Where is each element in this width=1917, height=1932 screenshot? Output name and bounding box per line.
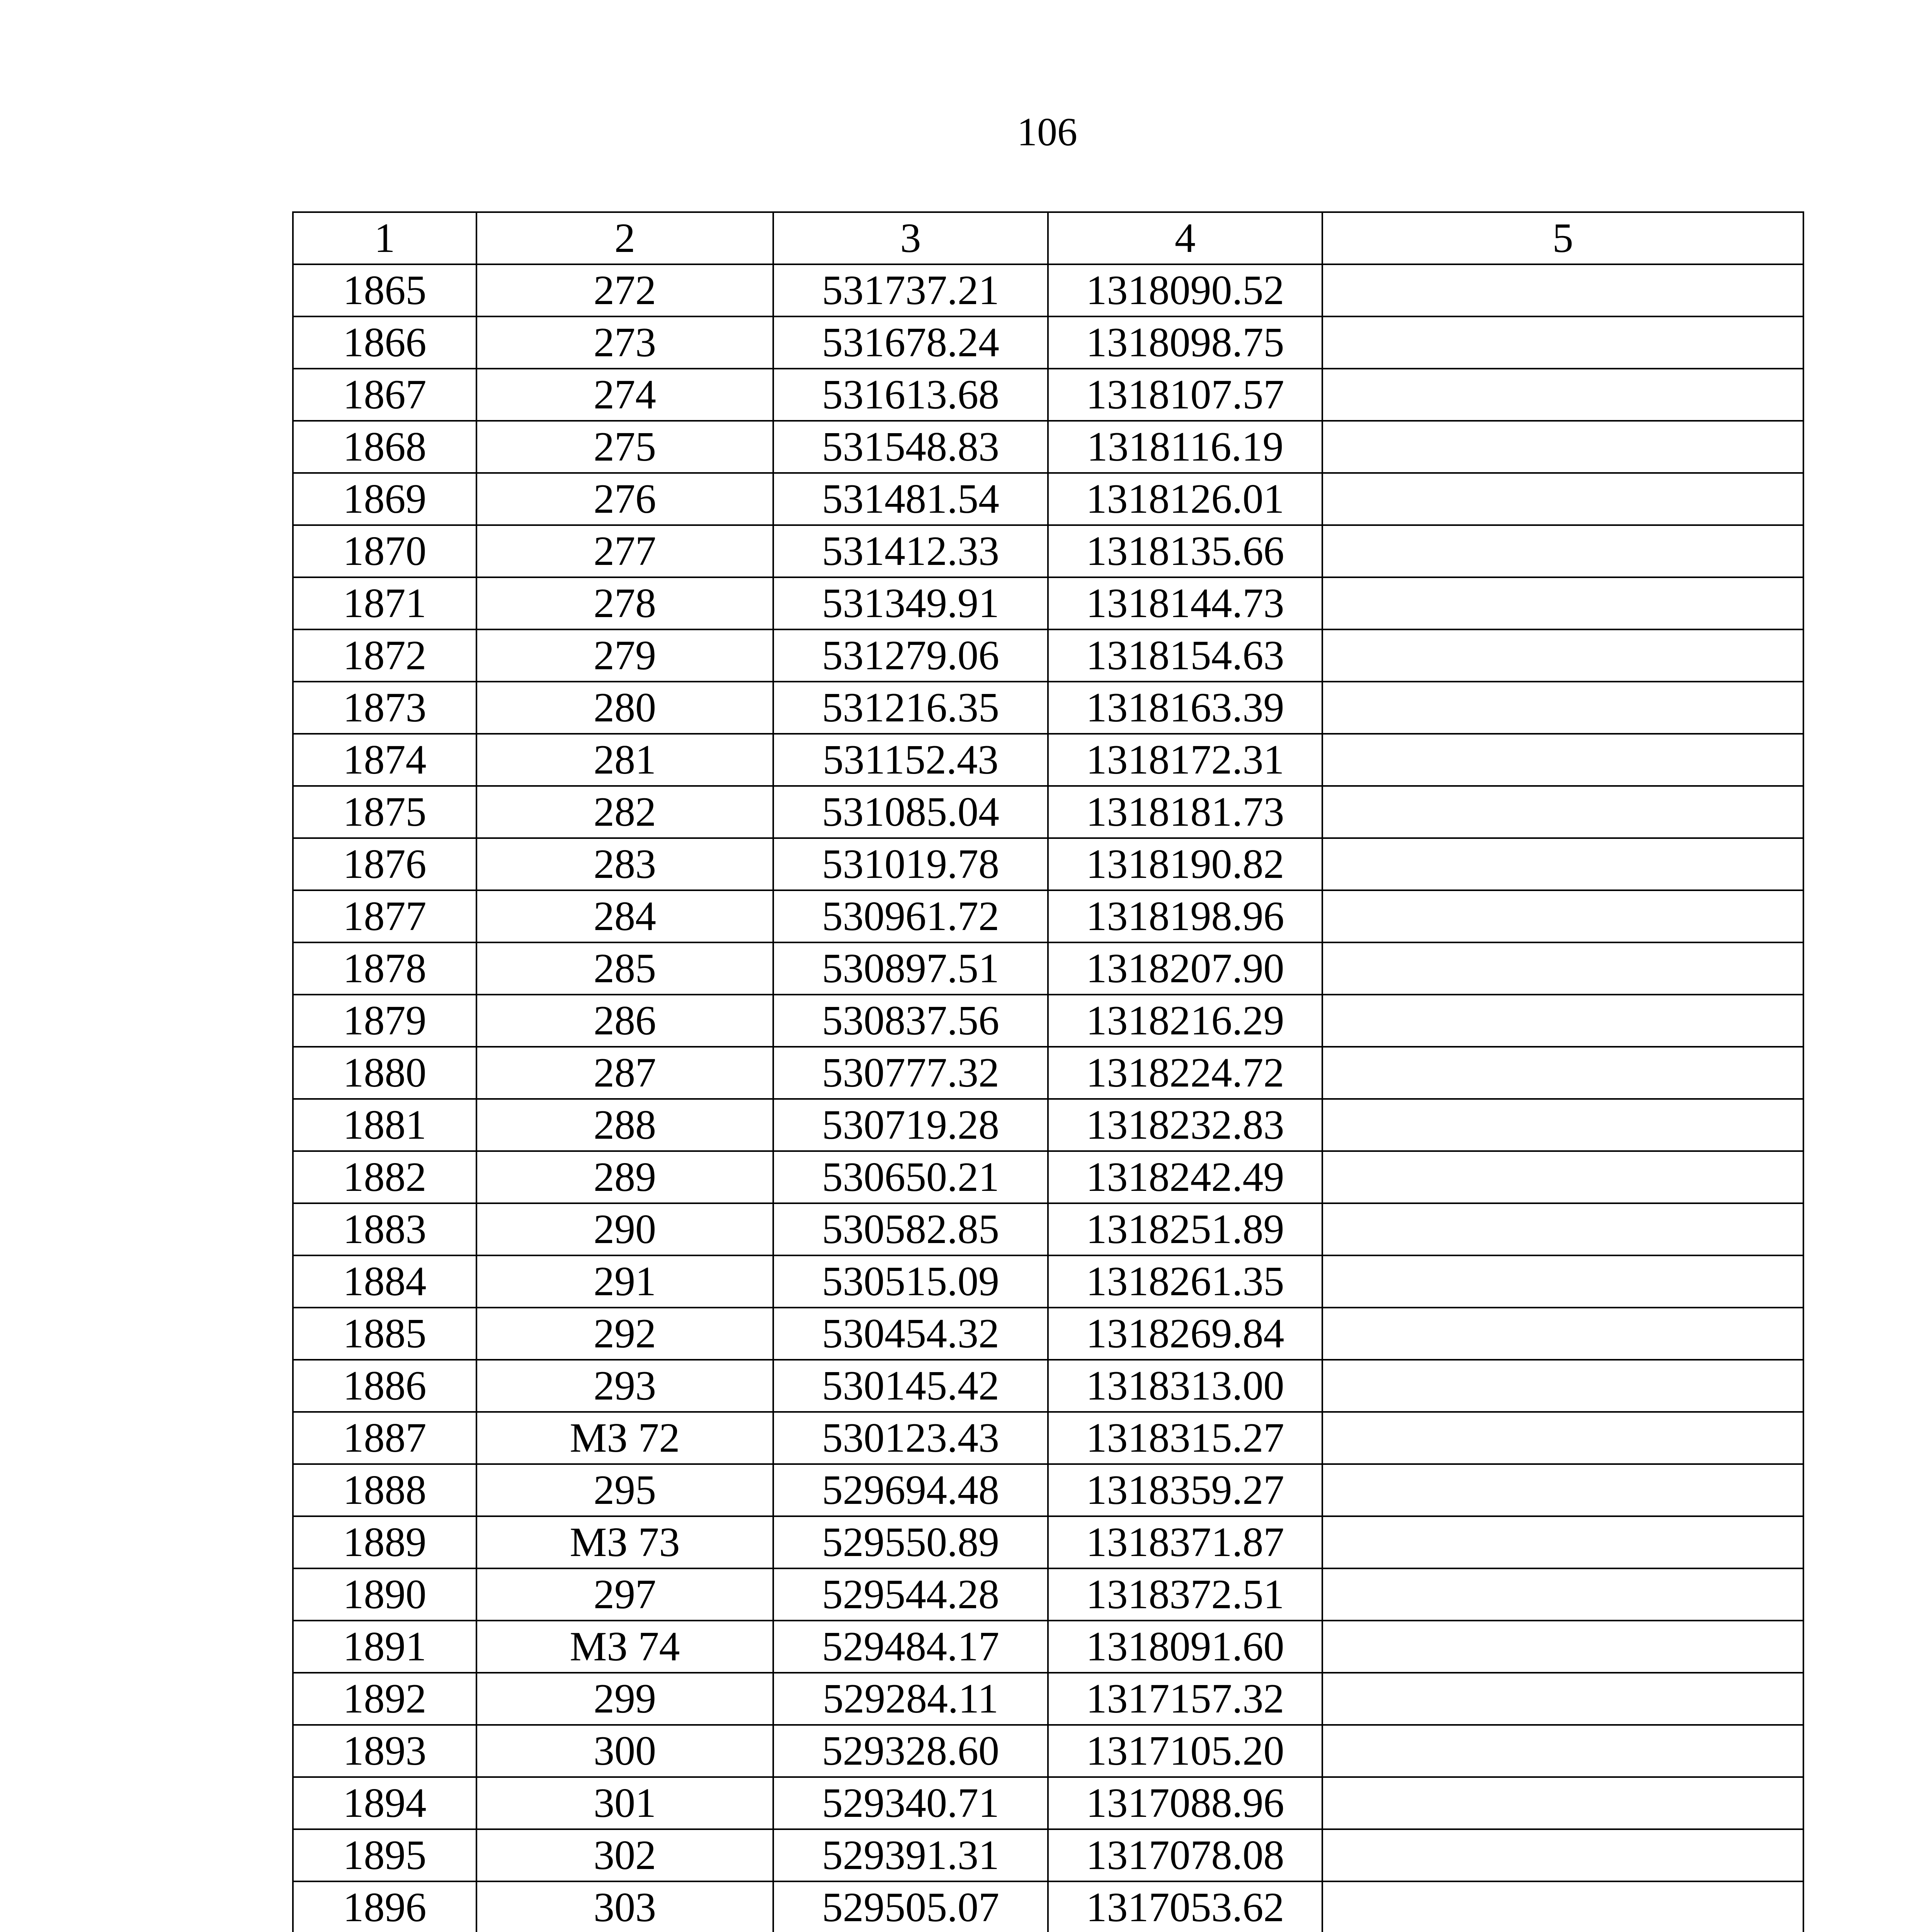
table-cell: 1878 xyxy=(293,942,476,995)
table-row xyxy=(293,525,1803,577)
table-cell: 530145.42 xyxy=(773,1360,1048,1412)
table-cell: 293 xyxy=(476,1360,773,1412)
table-cell: 1886 xyxy=(293,1360,476,1412)
table-cell: 1318313.00 xyxy=(1048,1360,1322,1412)
table-cell xyxy=(1322,1673,1803,1725)
table-cell: 530123.43 xyxy=(773,1412,1048,1464)
table-row xyxy=(293,473,1803,525)
table-row xyxy=(293,316,1803,369)
table-cell xyxy=(1322,577,1803,629)
table-cell xyxy=(1322,838,1803,890)
table-row xyxy=(293,995,1803,1047)
table-cell xyxy=(1322,473,1803,525)
table-cell: 531152.43 xyxy=(773,734,1048,786)
table-cell: 274 xyxy=(476,369,773,421)
table-row xyxy=(293,786,1803,838)
table-row xyxy=(293,1099,1803,1151)
table-cell: 530454.32 xyxy=(773,1308,1048,1360)
table-row xyxy=(293,1673,1803,1725)
table-cell: 530650.21 xyxy=(773,1151,1048,1203)
table-cell: 280 xyxy=(476,682,773,734)
table-cell xyxy=(1322,525,1803,577)
table-cell: 291 xyxy=(476,1255,773,1308)
table-cell xyxy=(1322,786,1803,838)
table-cell: 1317105.20 xyxy=(1048,1725,1322,1777)
table-cell: 1318232.83 xyxy=(1048,1099,1322,1151)
table-cell: 1892 xyxy=(293,1673,476,1725)
table-cell: 531019.78 xyxy=(773,838,1048,890)
table-cell: 1318126.01 xyxy=(1048,473,1322,525)
table-cell: 1881 xyxy=(293,1099,476,1151)
table-cell xyxy=(1322,1621,1803,1673)
table-cell: 531216.35 xyxy=(773,682,1048,734)
table-cell xyxy=(1322,1360,1803,1412)
table-cell: 1318251.89 xyxy=(1048,1203,1322,1255)
table-cell: 1869 xyxy=(293,473,476,525)
table-cell: 1318216.29 xyxy=(1048,995,1322,1047)
table-cell: 529284.11 xyxy=(773,1673,1048,1725)
table-cell: 1318172.31 xyxy=(1048,734,1322,786)
table-cell: 1889 xyxy=(293,1516,476,1568)
table-row xyxy=(293,421,1803,473)
table-row xyxy=(293,1777,1803,1829)
page-number: 106 xyxy=(1017,110,1077,154)
table-body xyxy=(293,212,1803,1932)
table-cell: 1318163.39 xyxy=(1048,682,1322,734)
table-row xyxy=(293,1360,1803,1412)
table-cell: 303 xyxy=(476,1881,773,1932)
table-cell: 1317157.32 xyxy=(1048,1673,1322,1725)
table-cell xyxy=(1322,942,1803,995)
table-row xyxy=(293,369,1803,421)
table-cell: 1317088.96 xyxy=(1048,1777,1322,1829)
table-cell: 273 xyxy=(476,316,773,369)
table-cell: 1872 xyxy=(293,629,476,682)
table-row xyxy=(293,890,1803,942)
table-cell: 1318090.52 xyxy=(1048,264,1322,316)
table-cell: 281 xyxy=(476,734,773,786)
table-cell xyxy=(1322,1568,1803,1621)
table-cell: 1877 xyxy=(293,890,476,942)
table-cell: 1318242.49 xyxy=(1048,1151,1322,1203)
table-row xyxy=(293,1047,1803,1099)
table-cell: 1318261.35 xyxy=(1048,1255,1322,1308)
table-cell: 529340.71 xyxy=(773,1777,1048,1829)
table-cell: 531678.24 xyxy=(773,316,1048,369)
table-cell: 287 xyxy=(476,1047,773,1099)
table-cell: 1894 xyxy=(293,1777,476,1829)
table-cell: 1318269.84 xyxy=(1048,1308,1322,1360)
table-cell: 284 xyxy=(476,890,773,942)
table-cell: 1318154.63 xyxy=(1048,629,1322,682)
table-cell: 1873 xyxy=(293,682,476,734)
table-cell: 297 xyxy=(476,1568,773,1621)
table-cell: 1870 xyxy=(293,525,476,577)
table-cell xyxy=(1322,1255,1803,1308)
table-cell: 529328.60 xyxy=(773,1725,1048,1777)
table-cell: 286 xyxy=(476,995,773,1047)
table-cell: 1896 xyxy=(293,1881,476,1932)
table-cell xyxy=(1322,264,1803,316)
table-cell xyxy=(1322,1412,1803,1464)
table-cell: 531349.91 xyxy=(773,577,1048,629)
table-row xyxy=(293,1255,1803,1308)
table-cell: МЗ 72 xyxy=(476,1412,773,1464)
table-cell: 531548.83 xyxy=(773,421,1048,473)
table-cell: 1318315.27 xyxy=(1048,1412,1322,1464)
table-cell: 301 xyxy=(476,1777,773,1829)
table-cell: 288 xyxy=(476,1099,773,1151)
table-cell: 530515.09 xyxy=(773,1255,1048,1308)
table-row xyxy=(293,682,1803,734)
table-row xyxy=(293,942,1803,995)
table-cell: 1867 xyxy=(293,369,476,421)
table-cell: 1318224.72 xyxy=(1048,1047,1322,1099)
table-row xyxy=(293,1464,1803,1516)
table-cell: 275 xyxy=(476,421,773,473)
table-cell xyxy=(1322,1829,1803,1881)
table-cell: 529484.17 xyxy=(773,1621,1048,1673)
table-cell: 1318198.96 xyxy=(1048,890,1322,942)
table-cell xyxy=(1322,369,1803,421)
table-cell: 285 xyxy=(476,942,773,995)
table-cell xyxy=(1322,1725,1803,1777)
table-cell xyxy=(1322,1099,1803,1151)
table-cell: 1866 xyxy=(293,316,476,369)
table-cell: 1880 xyxy=(293,1047,476,1099)
table-row xyxy=(293,629,1803,682)
table-cell: 283 xyxy=(476,838,773,890)
table-cell: МЗ 74 xyxy=(476,1621,773,1673)
table-cell: 1865 xyxy=(293,264,476,316)
table-row xyxy=(293,1151,1803,1203)
table-row xyxy=(293,1412,1803,1464)
table-cell xyxy=(1322,734,1803,786)
column-header: 1 xyxy=(293,212,476,264)
table-cell: 1879 xyxy=(293,995,476,1047)
table-cell: 1895 xyxy=(293,1829,476,1881)
table-cell: 1318107.57 xyxy=(1048,369,1322,421)
table-cell: 529550.89 xyxy=(773,1516,1048,1568)
table-cell: 1885 xyxy=(293,1308,476,1360)
table-cell: 1318190.82 xyxy=(1048,838,1322,890)
table-cell: 531481.54 xyxy=(773,473,1048,525)
table-cell: 1871 xyxy=(293,577,476,629)
table-cell: 1317053.62 xyxy=(1048,1881,1322,1932)
table-cell xyxy=(1322,1308,1803,1360)
table-cell: МЗ 73 xyxy=(476,1516,773,1568)
table-cell: 531737.21 xyxy=(773,264,1048,316)
column-header: 2 xyxy=(476,212,773,264)
table-cell: 1318359.27 xyxy=(1048,1464,1322,1516)
table-cell: 1887 xyxy=(293,1412,476,1464)
table-cell: 292 xyxy=(476,1308,773,1360)
table-cell xyxy=(1322,1151,1803,1203)
table-cell: 1318207.90 xyxy=(1048,942,1322,995)
table-cell: 530582.85 xyxy=(773,1203,1048,1255)
table-cell: 530961.72 xyxy=(773,890,1048,942)
table-cell: 272 xyxy=(476,264,773,316)
table-cell: 1318372.51 xyxy=(1048,1568,1322,1621)
table-cell: 530897.51 xyxy=(773,942,1048,995)
table-cell xyxy=(1322,682,1803,734)
table-cell: 300 xyxy=(476,1725,773,1777)
table-row xyxy=(293,264,1803,316)
table-cell xyxy=(1322,890,1803,942)
table-cell: 531085.04 xyxy=(773,786,1048,838)
table-cell: 1318144.73 xyxy=(1048,577,1322,629)
table-row xyxy=(293,1621,1803,1673)
table-cell: 529694.48 xyxy=(773,1464,1048,1516)
table-cell: 1318116.19 xyxy=(1048,421,1322,473)
table-cell xyxy=(1322,1203,1803,1255)
table-cell: 1883 xyxy=(293,1203,476,1255)
table-cell: 1317078.08 xyxy=(1048,1829,1322,1881)
table-cell: 299 xyxy=(476,1673,773,1725)
table-cell xyxy=(1322,629,1803,682)
table-row xyxy=(293,1829,1803,1881)
table-cell: 530719.28 xyxy=(773,1099,1048,1151)
table-cell: 1893 xyxy=(293,1725,476,1777)
table-cell: 290 xyxy=(476,1203,773,1255)
table-cell: 1875 xyxy=(293,786,476,838)
table-cell xyxy=(1322,1516,1803,1568)
table-cell: 530837.56 xyxy=(773,995,1048,1047)
table-cell xyxy=(1322,995,1803,1047)
table-cell: 289 xyxy=(476,1151,773,1203)
table-row xyxy=(293,1308,1803,1360)
table-cell xyxy=(1322,1464,1803,1516)
table-cell: 531613.68 xyxy=(773,369,1048,421)
coordinates-table xyxy=(292,211,1804,1932)
table-cell: 302 xyxy=(476,1829,773,1881)
table-cell: 1318098.75 xyxy=(1048,316,1322,369)
table-cell: 1890 xyxy=(293,1568,476,1621)
table-cell: 529505.07 xyxy=(773,1881,1048,1932)
table-row xyxy=(293,1203,1803,1255)
table-row xyxy=(293,1568,1803,1621)
table-cell xyxy=(1322,1881,1803,1932)
table-cell: 529391.31 xyxy=(773,1829,1048,1881)
table-row xyxy=(293,1881,1803,1932)
table-cell: 1318091.60 xyxy=(1048,1621,1322,1673)
table-cell: 282 xyxy=(476,786,773,838)
table-cell xyxy=(1322,1047,1803,1099)
table-row xyxy=(293,838,1803,890)
table-cell: 1876 xyxy=(293,838,476,890)
table-cell xyxy=(1322,316,1803,369)
table-cell xyxy=(1322,421,1803,473)
table-cell: 1318135.66 xyxy=(1048,525,1322,577)
table-cell: 1891 xyxy=(293,1621,476,1673)
table-cell: 1874 xyxy=(293,734,476,786)
table-cell: 279 xyxy=(476,629,773,682)
column-header: 3 xyxy=(773,212,1048,264)
table-row xyxy=(293,577,1803,629)
table-header-row xyxy=(293,212,1803,264)
table-cell xyxy=(1322,1777,1803,1829)
table-cell: 295 xyxy=(476,1464,773,1516)
table-cell: 278 xyxy=(476,577,773,629)
table-cell: 530777.32 xyxy=(773,1047,1048,1099)
table-cell: 1884 xyxy=(293,1255,476,1308)
table-cell: 531412.33 xyxy=(773,525,1048,577)
table-row xyxy=(293,734,1803,786)
table-cell: 1318371.87 xyxy=(1048,1516,1322,1568)
column-header: 5 xyxy=(1322,212,1803,264)
table-cell: 277 xyxy=(476,525,773,577)
table-row xyxy=(293,1516,1803,1568)
table-cell: 1882 xyxy=(293,1151,476,1203)
column-header: 4 xyxy=(1048,212,1322,264)
table-cell: 1868 xyxy=(293,421,476,473)
table-cell: 531279.06 xyxy=(773,629,1048,682)
table-cell: 529544.28 xyxy=(773,1568,1048,1621)
table-cell: 1888 xyxy=(293,1464,476,1516)
table-cell: 1318181.73 xyxy=(1048,786,1322,838)
table-cell: 276 xyxy=(476,473,773,525)
table-row xyxy=(293,1725,1803,1777)
